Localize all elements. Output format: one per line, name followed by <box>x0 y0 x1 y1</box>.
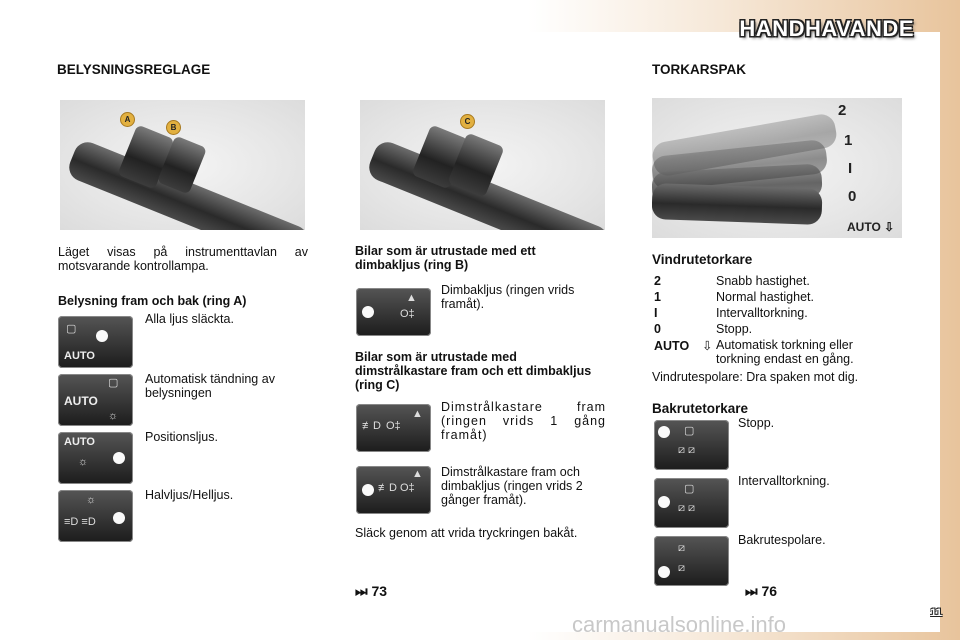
label-a-badge: A <box>120 112 135 127</box>
ring-c-item-1: Dimstrålkastare fram (ringen vrids 1 gång framåt) <box>441 400 606 442</box>
rear-item-stop: Stopp. <box>738 416 775 430</box>
front-row-auto: AUTO ⇩ Automatisk torkning eller torkning endast en gång. <box>654 338 854 366</box>
all-lights-off-icon: ▢ AUTO <box>58 316 133 368</box>
position-1-label: 1 <box>844 132 853 149</box>
fast-forward-icon: ⏭ <box>355 583 368 599</box>
rear-item-interval: Intervalltorkning. <box>738 474 830 488</box>
indicator-intro-text: Läget visas på instrumenttavlan av motsvarande kontrollampa. <box>58 245 308 273</box>
wiper-stalk-photo <box>652 98 902 238</box>
wiper-section-title: TORKARSPAK <box>652 62 747 77</box>
label-c-badge: C <box>460 114 475 129</box>
low-high-beam-icon: ☼ ≡D ≡D <box>58 490 133 542</box>
down-arrow-icon: ⇩ <box>702 339 713 353</box>
auto-lighting-icon: AUTO ▢ ☼ <box>58 374 133 426</box>
off-note: Släck genom att vrida tryckringen bakåt. <box>355 526 578 540</box>
position-auto-label: AUTO ⇩ <box>847 220 895 234</box>
ring-b-title: Bilar som är utrustade med ett dimbakljus (ring B) <box>355 244 536 272</box>
page-title: HANDHAVANDE <box>739 16 914 41</box>
ring-a-item-position: Positionsljus. <box>145 430 218 444</box>
rear-washer-icon: ⧄ ⧄ <box>654 536 729 586</box>
watermark: carmanualsonline.info <box>572 612 787 637</box>
ref-73-link[interactable]: ⏭ 73 <box>355 583 388 599</box>
ring-c-title: Bilar som är utrustade med dimstrålkastare fram och ett dimbakljus (ring C) <box>355 350 592 392</box>
front-row-i: I Intervalltorkning. <box>654 306 808 320</box>
front-fog-icon: ≢D O‡ ▲ <box>356 404 431 452</box>
rear-wiper-title: Bakrutetorkare <box>652 401 749 416</box>
page-number: 11 <box>930 607 942 619</box>
ring-a-item-auto: Automatisk tändning av belysningen <box>145 372 275 400</box>
lighting-section-title: BELYSNINGSREGLAGE <box>57 62 211 77</box>
position-lights-icon: AUTO ☼ <box>58 432 133 484</box>
rear-wiper-stop-icon: ▢ ⧄ ⧄ <box>654 420 729 470</box>
position-2-label: 2 <box>838 102 847 119</box>
lighting-stalk-photo-ab <box>60 100 305 230</box>
ref-76-link[interactable]: ⏭ 76 <box>745 583 778 599</box>
ring-a-title: Belysning fram och bak (ring A) <box>58 294 247 308</box>
rear-wiper-interval-icon: ▢ ⧄ ⧄ <box>654 478 729 528</box>
front-rear-fog-icon: ≢D O‡ ▲ <box>356 466 431 514</box>
front-row-2: 2 Snabb hastighet. <box>654 274 810 288</box>
ring-a-item-beams: Halvljus/Helljus. <box>145 488 234 502</box>
front-row-1: 1 Normal hastighet. <box>654 290 814 304</box>
front-wiper-title: Vindrutetorkare <box>652 252 753 267</box>
fast-forward-icon: ⏭ <box>745 583 758 599</box>
rear-item-washer: Bakrutespolare. <box>738 533 826 547</box>
lighting-stalk-photo-c <box>360 100 605 230</box>
position-0-label: 0 <box>848 188 857 205</box>
front-row-0: 0 Stopp. <box>654 322 753 336</box>
ring-b-item: Dimbakljus (ringen vrids framåt). <box>441 283 575 311</box>
label-b-badge: B <box>166 120 181 135</box>
position-i-label: I <box>848 160 853 177</box>
windscreen-washer-text: Vindrutespolare: Dra spaken mot dig. <box>652 370 859 384</box>
ring-c-item-2: Dimstrålkastare fram och dimbakljus (ringen vrids 2 gånger framåt). <box>441 465 583 507</box>
ring-a-item-off: Alla ljus släckta. <box>145 312 234 326</box>
rear-fog-icon: ▲ O‡ <box>356 288 431 336</box>
